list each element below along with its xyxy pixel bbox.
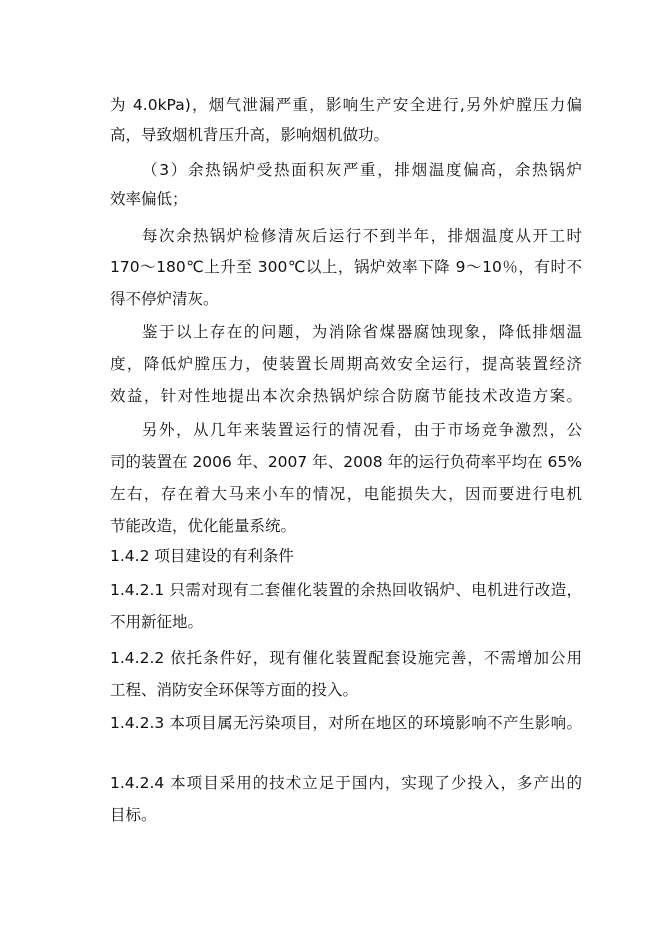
- paragraph-line: （3）余热锅炉受热面积灰严重，排烟温度偏高，余热锅炉: [142, 161, 582, 179]
- list-item-line: 1.4.2.2 依托条件好，现有催化装置配套设施完善，不需增加公用: [110, 649, 582, 667]
- paragraph-line: 为 4.0kPa)，烟气泄漏严重，影响生产安全进行,另外炉膛压力偏: [110, 96, 582, 114]
- list-item-line: 1.4.2.4 本项目采用的技术立足于国内，实现了少投入，多产出的: [110, 774, 582, 792]
- paragraph-line: 高，导致烟机背压升高，影响烟机做功。: [110, 126, 390, 144]
- paragraph-line: 另外，从几年来装置运行的情况看，由于市场竞争激烈，公: [142, 421, 582, 439]
- paragraph-line: 得不停炉清灰。: [110, 290, 219, 308]
- paragraph-line: 170～180℃上升至 300℃以上，锅炉效率下降 9～10％，有时不: [110, 258, 582, 276]
- list-item-line: 目标。: [110, 806, 157, 824]
- list-item-line: 1.4.2.3 本项目属无污染项目，对所在地区的环境影响不产生影响。: [110, 714, 582, 732]
- paragraph-line: 司的装置在 2006 年、2007 年、2008 年的运行负荷率平均在 65%: [110, 453, 582, 471]
- paragraph-line: 度，降低炉膛压力，使装置长周期高效安全运行，提高装置经济: [110, 355, 582, 373]
- list-item-line: 1.4.2.1 只需对现有二套催化装置的余热回收锅炉、电机进行改造，: [110, 581, 582, 599]
- paragraph-line: 左右，存在着大马来小车的情况，电能损失大，因而要进行电机: [110, 485, 582, 503]
- paragraph-line: 效益，针对性地提出本次余热锅炉综合防腐节能技术改造方案。: [110, 387, 582, 405]
- paragraph-line: 节能改造，优化能量系统。: [110, 517, 297, 535]
- paragraph-line: 效率偏低；: [110, 190, 188, 208]
- paragraph-line: 鉴于以上存在的问题，为消除省煤器腐蚀现象，降低排烟温: [142, 323, 582, 341]
- list-item-line: 工程、消防安全环保等方面的投入。: [110, 681, 359, 699]
- paragraph-line: 每次余热锅炉检修清灰后运行不到半年，排烟温度从开工时: [142, 227, 582, 245]
- section-heading: 1.4.2 项目建设的有利条件: [110, 547, 294, 565]
- list-item-line: 不用新征地。: [110, 613, 204, 631]
